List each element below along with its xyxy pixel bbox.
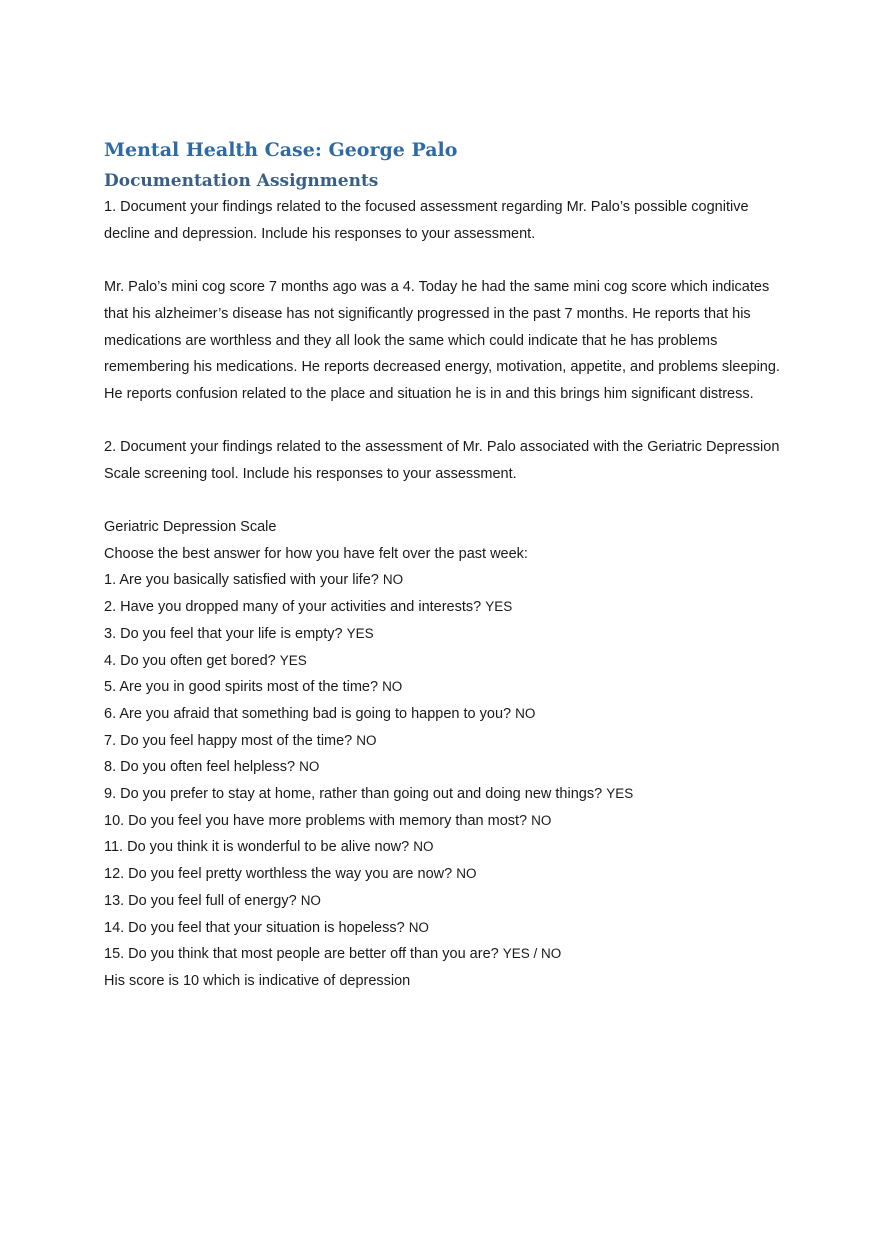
gds-question-text: 6. Are you afraid that something bad is going to happen to you? (104, 705, 512, 722)
section-heading: Documentation Assignments (104, 171, 379, 191)
gds-answer: NO (300, 892, 321, 908)
gds-question (104, 861, 784, 888)
gds-instruction: Choose the best answer for how you have felt over the past week: (104, 545, 528, 562)
gds-question-list (104, 567, 784, 968)
gds-question-text: 8. Do you often feel helpless? (104, 759, 296, 776)
gds-question-text: 1. Are you basically satisfied with your life? (104, 572, 379, 589)
gds-question (104, 834, 784, 861)
gds-question-text: 12. Do you feel pretty worthless the way you are now? (104, 866, 453, 883)
gds-heading: Geriatric Depression Scale (104, 519, 277, 536)
gds-question-text: 4. Do you often get bored? (104, 652, 276, 669)
gds-question (104, 567, 784, 594)
gds-question (104, 915, 784, 942)
gds-answer: YES (606, 786, 634, 802)
gds-answer: NO (356, 732, 377, 748)
assignment-prompt-1: 1. Document your findings related to the focused assessment regarding Mr. Palo’s possible cognitive decline and depression. Include his responses to your assessment. (104, 199, 749, 242)
spacer (104, 488, 784, 515)
gds-question-text: 13. Do you feel full of energy? (104, 892, 301, 909)
gds-question (104, 941, 784, 968)
gds-answer: NO (456, 866, 477, 882)
gds-answer: NO (413, 839, 434, 855)
gds-question-text: 14. Do you feel that your situation is hopeless? (104, 919, 405, 936)
gds-question (104, 888, 784, 915)
gds-question (104, 728, 784, 755)
assignment-prompt-2: 2. Document your findings related to the assessment of Mr. Palo associated with the Geriatric Depression Scale screening tool. Include his responses to your assessment. (104, 439, 780, 482)
gds-answer: NO (382, 572, 404, 588)
gds-answer: NO (531, 812, 552, 828)
gds-question-text: 9. Do you prefer to stay at home, rather than going out and doing new things? (104, 786, 603, 803)
gds-answer: YES (279, 652, 307, 668)
gds-section (104, 514, 784, 994)
spacer (104, 408, 784, 435)
gds-question (104, 674, 784, 701)
gds-question-text: 2. Have you dropped many of your activities and interests? (104, 599, 482, 616)
gds-question (104, 808, 784, 835)
gds-answer: YES / NO (502, 946, 562, 962)
gds-question (104, 594, 784, 621)
document-body (104, 136, 784, 994)
gds-answer: YES (346, 625, 374, 641)
gds-answer: YES (485, 599, 513, 615)
gds-answer: NO (382, 679, 403, 695)
gds-question-text: 10. Do you feel you have more problems with memory than most? (104, 812, 528, 829)
gds-question-text: 7. Do you feel happy most of the time? (104, 732, 353, 749)
gds-answer: NO (515, 705, 536, 721)
gds-score: His score is 10 which is indicative of depression (104, 972, 411, 989)
gds-question (104, 754, 784, 781)
document-title: Mental Health Case: George Palo (104, 139, 458, 161)
gds-question (104, 781, 784, 808)
gds-question-text: 15. Do you think that most people are better off than you are? (104, 946, 499, 963)
gds-question-text: 11. Do you think it is wonderful to be alive now? (104, 839, 410, 856)
gds-answer: NO (299, 759, 320, 775)
gds-question-text: 3. Do you feel that your life is empty? (104, 625, 343, 642)
spacer (104, 247, 784, 274)
gds-question-text: 5. Are you in good spirits most of the time? (104, 679, 379, 696)
gds-question (104, 621, 784, 648)
assessment-response-1: Mr. Palo’s mini cog score 7 months ago was a 4. Today he had the same mini cog score which indicates that his alzheimer’s disease has not significantly progressed in the past 7 months. He reports that his medications are worthless and they all look the same which could indicate that he has problems remembering his medications. He reports decreased energy, motivation, appetite, and problems sleeping. He reports confusion related to the place and situation he is in and this brings him significant distress. (104, 279, 780, 402)
gds-question (104, 648, 784, 675)
gds-answer: NO (408, 919, 429, 935)
gds-question (104, 701, 784, 728)
